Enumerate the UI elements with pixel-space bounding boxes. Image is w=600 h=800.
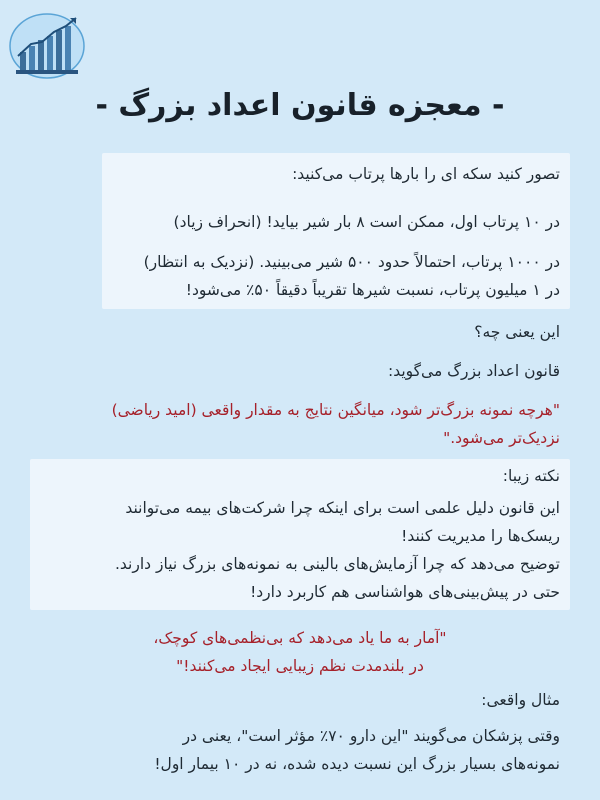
- coin-intro: تصور کنید سکه ای را بارها پرتاب می‌کنید:: [292, 165, 560, 183]
- law-intro: قانون اعداد بزرگ می‌گوید:: [387, 362, 560, 380]
- coin-line-2: در ۱۰۰۰ پرتاب، احتمالاً حدود ۵۰۰ شیر می‌بینید. (نزدیک به انتظار): [143, 253, 560, 271]
- coin-line-3: در ۱ میلیون پرتاب، نسبت شیرها تقریباً دقیقاً ۵۰٪ می‌شود!: [185, 281, 560, 299]
- nice-point-line-4: حتی در پیش‌بینی‌های هواشناسی هم کاربرد دارد!: [250, 583, 560, 601]
- coin-line-1: در ۱۰ پرتاب اول، ممکن است ۸ بار شیر بیاید! (انحراف زیاد): [173, 213, 560, 231]
- example-line-1: وقتی پزشکان می‌گویند "این دارو ۷۰٪ مؤثر است"، یعنی در: [182, 727, 560, 745]
- nice-point-line-2: ریسک‌ها را مدیریت کنند!: [401, 527, 560, 545]
- stats-quote-line-1: "آمار به ما یاد می‌دهد که بی‌نظمی‌های کوچک،: [153, 629, 447, 647]
- example-line-2: نمونه‌های بسیار بزرگ این نسبت دیده شده، نه در ۱۰ بیمار اول!: [154, 755, 560, 773]
- brand-logo: [6, 6, 88, 82]
- law-quote-line-1: "هرچه نمونه بزرگ‌تر شود، میانگین نتایج به مقدار واقعی (امید ریاضی): [111, 401, 560, 419]
- example-heading: مثال واقعی:: [481, 691, 560, 709]
- nice-point-line-1: این قانون دلیل علمی است برای اینکه چرا شرکت‌های بیمه می‌توانند: [125, 499, 560, 517]
- nice-point-line-3: توضیح می‌دهد که چرا آزمایش‌های بالینی به نمونه‌های بزرگ نیاز دارند.: [114, 555, 560, 573]
- law-quote-line-2: نزدیک‌تر می‌شود.": [443, 429, 560, 447]
- stats-quote-line-2: در بلندمدت نظم زیبایی ایجاد می‌کنند!": [176, 657, 424, 675]
- meaning-question: این یعنی چه؟: [474, 323, 560, 341]
- nice-point-heading: نکته زیبا:: [502, 467, 560, 485]
- page-title: - معجزه قانون اعداد بزرگ -: [95, 88, 505, 123]
